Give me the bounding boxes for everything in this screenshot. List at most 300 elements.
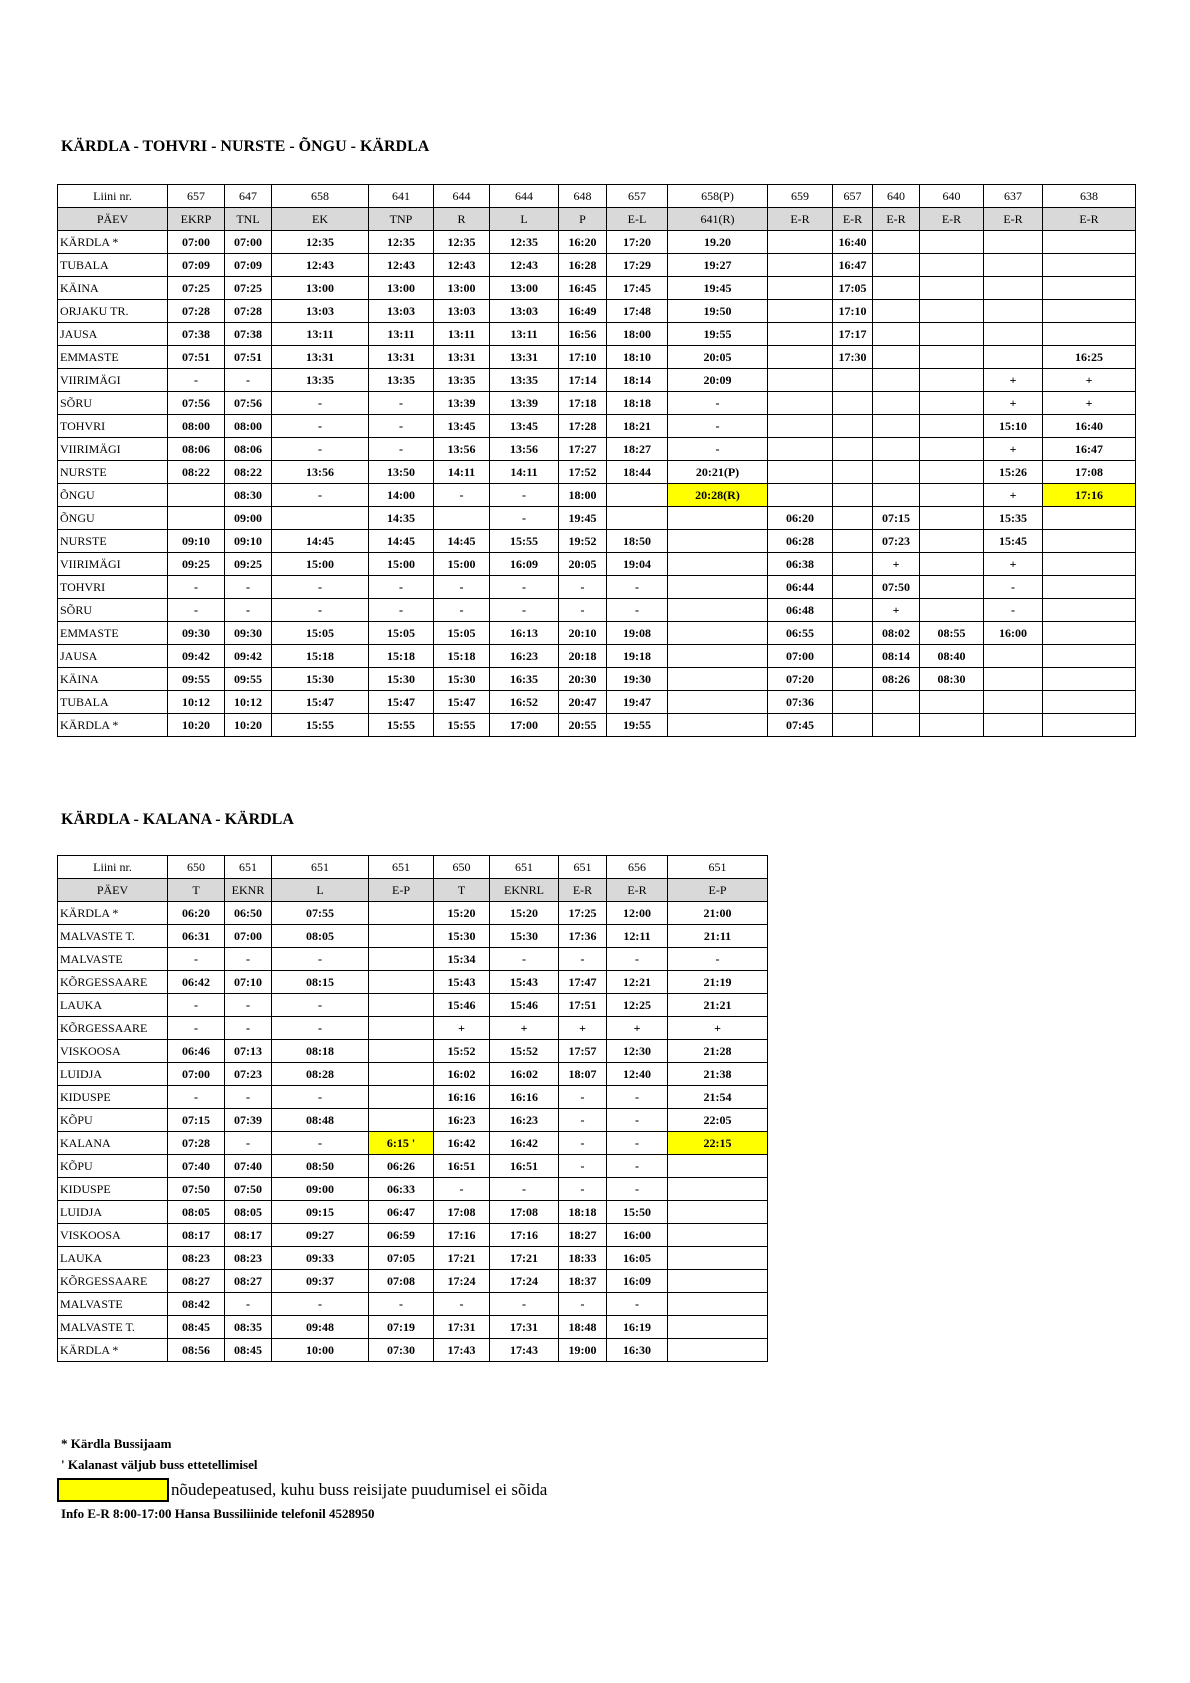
table-cell: 07:40 <box>168 1155 225 1178</box>
table-cell: 07:25 <box>225 277 272 300</box>
table-cell: 09:55 <box>168 668 225 691</box>
table-cell <box>873 369 920 392</box>
table-cell <box>873 231 920 254</box>
table-cell: - <box>225 599 272 622</box>
table-cell: 17:08 <box>490 1201 559 1224</box>
table-cell <box>668 1339 768 1362</box>
table-cell <box>434 507 490 530</box>
stop-name: ÕNGU <box>58 507 168 530</box>
stop-name: EMMASTE <box>58 346 168 369</box>
stop-name: LUIDJA <box>58 1201 168 1224</box>
table-cell: 19:55 <box>668 323 768 346</box>
table-cell: E-P <box>668 879 768 902</box>
table-cell: 13:56 <box>490 438 559 461</box>
table-cell: - <box>369 392 434 415</box>
table-cell <box>768 461 833 484</box>
table-cell: 08:00 <box>225 415 272 438</box>
table-cell: 07:08 <box>369 1270 434 1293</box>
table-cell: 19:08 <box>607 622 668 645</box>
table-cell: 07:00 <box>225 231 272 254</box>
table-cell <box>920 553 984 576</box>
table-cell <box>768 346 833 369</box>
stop-name: TOHVRI <box>58 415 168 438</box>
table-cell <box>668 576 768 599</box>
table-cell: 16:40 <box>833 231 873 254</box>
table-cell: 16:02 <box>434 1063 490 1086</box>
stop-name: VISKOOSA <box>58 1040 168 1063</box>
table-cell: 20:05 <box>668 346 768 369</box>
table-cell: 07:56 <box>168 392 225 415</box>
table-cell <box>768 323 833 346</box>
table-cell: 657 <box>833 185 873 208</box>
table-row <box>58 1040 768 1063</box>
stop-name: KÄINA <box>58 277 168 300</box>
table-row <box>58 553 1136 576</box>
table-cell: 13:11 <box>490 323 559 346</box>
table-cell: TNL <box>225 208 272 231</box>
table-cell: - <box>168 1017 225 1040</box>
table-cell: + <box>984 484 1043 507</box>
table-cell: 08:22 <box>168 461 225 484</box>
stop-name: LAUKA <box>58 1247 168 1270</box>
table-cell: - <box>490 948 559 971</box>
table-cell: 09:27 <box>272 1224 369 1247</box>
table-cell: 08:56 <box>168 1339 225 1362</box>
stop-name: TOHVRI <box>58 576 168 599</box>
table-cell <box>833 461 873 484</box>
table-cell: E-L <box>607 208 668 231</box>
table-cell: 21:54 <box>668 1086 768 1109</box>
table-cell <box>1043 507 1136 530</box>
table-cell <box>768 369 833 392</box>
table-cell: 06:20 <box>168 902 225 925</box>
table-cell: E-R <box>920 208 984 231</box>
table-cell <box>833 645 873 668</box>
table-cell <box>1043 300 1136 323</box>
table-row <box>58 415 1136 438</box>
table-cell: 17:21 <box>490 1247 559 1270</box>
table-cell: - <box>225 1017 272 1040</box>
table-row <box>58 254 1136 277</box>
table-cell <box>369 1017 434 1040</box>
table-cell: + <box>984 369 1043 392</box>
table-cell <box>369 948 434 971</box>
table-cell <box>1043 691 1136 714</box>
stop-name: KÕRGESSAARE <box>58 1270 168 1293</box>
table-cell: 12:43 <box>490 254 559 277</box>
table-cell: 651 <box>225 856 272 879</box>
table-cell <box>920 438 984 461</box>
table-cell: - <box>607 1132 668 1155</box>
table-cell: - <box>272 415 369 438</box>
table-cell: 19:45 <box>668 277 768 300</box>
table-cell: E-R <box>1043 208 1136 231</box>
table-cell: 12:21 <box>607 971 668 994</box>
table-cell <box>369 1063 434 1086</box>
table-cell: 12:43 <box>434 254 490 277</box>
table-cell: 19:00 <box>559 1339 607 1362</box>
stop-name: VIIRIMÄGI <box>58 438 168 461</box>
table-row <box>58 668 1136 691</box>
table-cell: 15:00 <box>369 553 434 576</box>
table-row <box>58 323 1136 346</box>
table-cell: - <box>272 599 369 622</box>
row-label: PÄEV <box>58 879 168 902</box>
table-cell: - <box>369 415 434 438</box>
table-cell: 20:09 <box>668 369 768 392</box>
table-cell: 08:23 <box>225 1247 272 1270</box>
table-cell: 07:10 <box>225 971 272 994</box>
table-cell: 09:25 <box>168 553 225 576</box>
table-cell: 14:45 <box>369 530 434 553</box>
table-cell: 07:23 <box>225 1063 272 1086</box>
table-cell <box>607 484 668 507</box>
table-cell <box>984 346 1043 369</box>
table-cell: 17:10 <box>559 346 607 369</box>
table-cell: 16:40 <box>1043 415 1136 438</box>
table-cell: 21:11 <box>668 925 768 948</box>
table-cell: E-R <box>559 879 607 902</box>
table-cell: 13:11 <box>434 323 490 346</box>
table-cell: 18:00 <box>559 484 607 507</box>
table-cell: 16:45 <box>559 277 607 300</box>
table-cell: 13:03 <box>434 300 490 323</box>
table-cell: 15:18 <box>272 645 369 668</box>
table-cell <box>272 507 369 530</box>
table-cell: 12:35 <box>434 231 490 254</box>
table-cell: 07:15 <box>873 507 920 530</box>
stop-name: NURSTE <box>58 461 168 484</box>
table-cell: - <box>272 576 369 599</box>
row-label: Liini nr. <box>58 856 168 879</box>
table-cell <box>873 415 920 438</box>
table-row <box>58 277 1136 300</box>
table-cell: - <box>434 599 490 622</box>
table-cell <box>873 346 920 369</box>
table-row <box>58 1017 768 1040</box>
table-row <box>58 300 1136 323</box>
table-cell: 07:28 <box>168 300 225 323</box>
table-cell <box>873 484 920 507</box>
stop-name: MALVASTE T. <box>58 925 168 948</box>
table-cell: 09:30 <box>168 622 225 645</box>
table-cell: 07:55 <box>272 902 369 925</box>
table-cell: 08:27 <box>225 1270 272 1293</box>
table-cell: 15:34 <box>434 948 490 971</box>
table-cell: 14:35 <box>369 507 434 530</box>
table-cell: 16:42 <box>490 1132 559 1155</box>
table-cell: - <box>559 599 607 622</box>
table-cell: - <box>168 948 225 971</box>
table-cell <box>984 645 1043 668</box>
stop-name: KÄRDLA * <box>58 714 168 737</box>
table-cell: 18:18 <box>607 392 668 415</box>
table-cell: - <box>225 1132 272 1155</box>
table-cell: 16:25 <box>1043 346 1136 369</box>
table-cell: - <box>225 1293 272 1316</box>
table-cell <box>1043 254 1136 277</box>
table-cell: 12:25 <box>607 994 668 1017</box>
stop-name: MALVASTE <box>58 1293 168 1316</box>
table-cell <box>920 369 984 392</box>
table-cell: 16:19 <box>607 1316 668 1339</box>
table-row <box>58 1109 768 1132</box>
stop-name: KIDUSPE <box>58 1178 168 1201</box>
table-cell: 17:24 <box>490 1270 559 1293</box>
table-cell: 15:55 <box>272 714 369 737</box>
table-cell: 13:11 <box>369 323 434 346</box>
table-cell: E-R <box>768 208 833 231</box>
table-cell: 15:05 <box>369 622 434 645</box>
table-cell: 13:03 <box>369 300 434 323</box>
stop-name: ÕNGU <box>58 484 168 507</box>
table-cell: 651 <box>490 856 559 879</box>
stop-name: KÕRGESSAARE <box>58 1017 168 1040</box>
table-row <box>58 691 1136 714</box>
table-cell: + <box>434 1017 490 1040</box>
table-cell: 13:03 <box>272 300 369 323</box>
row-label: Liini nr. <box>58 185 168 208</box>
row-label: PÄEV <box>58 208 168 231</box>
table-cell: 08:14 <box>873 645 920 668</box>
table-cell: 08:45 <box>225 1339 272 1362</box>
table-cell <box>768 231 833 254</box>
table-cell: - <box>559 1109 607 1132</box>
table-cell: 17:27 <box>559 438 607 461</box>
stop-name: KÄRDLA * <box>58 231 168 254</box>
table-cell: 16:13 <box>490 622 559 645</box>
table-cell: 07:13 <box>225 1040 272 1063</box>
table-cell: - <box>168 369 225 392</box>
table-cell: E-R <box>873 208 920 231</box>
table-cell: 16:23 <box>490 645 559 668</box>
table-row <box>58 346 1136 369</box>
table-cell: - <box>559 576 607 599</box>
table-row <box>58 622 1136 645</box>
table-cell: 13:35 <box>369 369 434 392</box>
table-cell: 17:30 <box>833 346 873 369</box>
table-cell <box>668 622 768 645</box>
table-cell <box>668 668 768 691</box>
table-cell: 15:18 <box>434 645 490 668</box>
table-cell: L <box>272 879 369 902</box>
table-cell: 19:45 <box>559 507 607 530</box>
table-cell: 09:10 <box>225 530 272 553</box>
table-cell: 15:30 <box>490 925 559 948</box>
table-cell: - <box>168 576 225 599</box>
table-cell <box>833 415 873 438</box>
table-cell: 640 <box>920 185 984 208</box>
table-cell: 19:04 <box>607 553 668 576</box>
stop-name: KÕPU <box>58 1155 168 1178</box>
table-cell <box>668 599 768 622</box>
route2-title: KÄRDLA - KALANA - KÄRDLA <box>61 811 294 828</box>
table-cell: + <box>984 438 1043 461</box>
table-cell: - <box>607 948 668 971</box>
table-cell: 08:17 <box>225 1224 272 1247</box>
table-cell <box>833 622 873 645</box>
table-cell <box>1043 645 1136 668</box>
table-cell: 06:48 <box>768 599 833 622</box>
table-cell: 13:56 <box>272 461 369 484</box>
table-cell: - <box>369 438 434 461</box>
table-cell: 17:17 <box>833 323 873 346</box>
table-cell: - <box>559 1132 607 1155</box>
table-cell: 15:55 <box>369 714 434 737</box>
table-row <box>58 1270 768 1293</box>
table-cell: - <box>559 1178 607 1201</box>
table-cell: 16:56 <box>559 323 607 346</box>
table-cell <box>873 392 920 415</box>
table-cell: 13:00 <box>434 277 490 300</box>
table-cell: 16:49 <box>559 300 607 323</box>
table-cell <box>920 576 984 599</box>
table-row <box>58 1155 768 1178</box>
table-cell: 08:30 <box>225 484 272 507</box>
table-row <box>58 530 1136 553</box>
table-cell: - <box>272 948 369 971</box>
table-cell: 15:35 <box>984 507 1043 530</box>
table-cell: 08:26 <box>873 668 920 691</box>
table-cell: - <box>225 1086 272 1109</box>
table-row <box>58 1224 768 1247</box>
table-cell: 15:47 <box>272 691 369 714</box>
table-cell <box>873 277 920 300</box>
table-cell: 13:39 <box>434 392 490 415</box>
table-cell <box>873 438 920 461</box>
table-cell: 13:31 <box>434 346 490 369</box>
stop-name: MALVASTE <box>58 948 168 971</box>
table-cell: 656 <box>607 856 668 879</box>
table-cell <box>369 1086 434 1109</box>
table-cell: 641 <box>369 185 434 208</box>
table-cell <box>668 1155 768 1178</box>
table-cell: 07:15 <box>168 1109 225 1132</box>
table-cell: 19:18 <box>607 645 668 668</box>
table-cell: 12:43 <box>272 254 369 277</box>
table-cell: 18:44 <box>607 461 668 484</box>
legend-text: nõudepeatused, kuhu buss reisijate puudumisel ei sõida <box>171 1480 548 1499</box>
table-cell: 08:06 <box>168 438 225 461</box>
table-row <box>58 1316 768 1339</box>
table-cell: 10:12 <box>168 691 225 714</box>
table-cell: 18:48 <box>559 1316 607 1339</box>
table-cell: - <box>607 1086 668 1109</box>
table-cell: 21:28 <box>668 1040 768 1063</box>
table-row <box>58 948 768 971</box>
table-cell <box>920 277 984 300</box>
table-cell: 12:00 <box>607 902 668 925</box>
table-cell: 06:31 <box>168 925 225 948</box>
table-cell: 15:43 <box>434 971 490 994</box>
table-cell: 13:03 <box>490 300 559 323</box>
table-cell: 648 <box>559 185 607 208</box>
table-cell <box>668 1270 768 1293</box>
table-cell: 17:16 <box>1043 484 1136 507</box>
table-cell <box>668 1247 768 1270</box>
table-cell <box>369 1040 434 1063</box>
table-cell: 07:38 <box>168 323 225 346</box>
table-row <box>58 1293 768 1316</box>
table-cell: T <box>434 879 490 902</box>
table-cell <box>833 691 873 714</box>
table-cell: 658 <box>272 185 369 208</box>
table-cell: - <box>434 484 490 507</box>
table-cell: - <box>490 484 559 507</box>
table-cell: - <box>369 1293 434 1316</box>
table-cell: 09:42 <box>168 645 225 668</box>
table-cell: 16:16 <box>434 1086 490 1109</box>
table-cell <box>920 300 984 323</box>
table-cell: 18:21 <box>607 415 668 438</box>
table-cell: 644 <box>434 185 490 208</box>
table-cell: 07:09 <box>168 254 225 277</box>
table-cell: 06:33 <box>369 1178 434 1201</box>
table-row <box>58 1178 768 1201</box>
table-cell: + <box>984 392 1043 415</box>
table-cell: 21:38 <box>668 1063 768 1086</box>
table-cell: - <box>272 1132 369 1155</box>
table-cell <box>833 392 873 415</box>
table-cell: 650 <box>434 856 490 879</box>
table-cell: - <box>272 1293 369 1316</box>
table-cell: 17:51 <box>559 994 607 1017</box>
stop-name: VISKOOSA <box>58 1224 168 1247</box>
table-cell: 16:00 <box>984 622 1043 645</box>
table-cell: 19:55 <box>607 714 668 737</box>
table-cell <box>873 461 920 484</box>
table-row <box>58 484 1136 507</box>
table-cell: 18:14 <box>607 369 668 392</box>
stop-name: TUBALA <box>58 691 168 714</box>
table-cell: 641(R) <box>668 208 768 231</box>
table-cell: 07:56 <box>225 392 272 415</box>
table-cell <box>920 714 984 737</box>
table-row <box>58 1339 768 1362</box>
table-cell: 09:48 <box>272 1316 369 1339</box>
table-cell: 07:40 <box>225 1155 272 1178</box>
table-cell: 08:27 <box>168 1270 225 1293</box>
table-cell <box>369 994 434 1017</box>
table-cell: + <box>873 553 920 576</box>
table-cell: 07:25 <box>168 277 225 300</box>
table-cell: 15:52 <box>490 1040 559 1063</box>
table-cell: 08:15 <box>272 971 369 994</box>
table-cell: E-R <box>984 208 1043 231</box>
table-row <box>58 392 1136 415</box>
table-cell: - <box>668 438 768 461</box>
table-cell: 20:21(P) <box>668 461 768 484</box>
table-cell: 19.20 <box>668 231 768 254</box>
stop-name: KÄINA <box>58 668 168 691</box>
table-cell: 15:47 <box>369 691 434 714</box>
table-cell <box>1043 277 1136 300</box>
table-cell: 09:00 <box>272 1178 369 1201</box>
table-cell: 17:18 <box>559 392 607 415</box>
table-cell: 09:25 <box>225 553 272 576</box>
table-cell: 644 <box>490 185 559 208</box>
stop-name: KÄRDLA * <box>58 1339 168 1362</box>
stop-name: KÄRDLA * <box>58 902 168 925</box>
table-cell: 08:22 <box>225 461 272 484</box>
table-cell: 13:00 <box>369 277 434 300</box>
table-cell: - <box>984 576 1043 599</box>
table-row <box>58 369 1136 392</box>
table-cell: + <box>668 1017 768 1040</box>
table-cell: 13:31 <box>369 346 434 369</box>
table-cell: 20:47 <box>559 691 607 714</box>
table-cell: 17:45 <box>607 277 668 300</box>
